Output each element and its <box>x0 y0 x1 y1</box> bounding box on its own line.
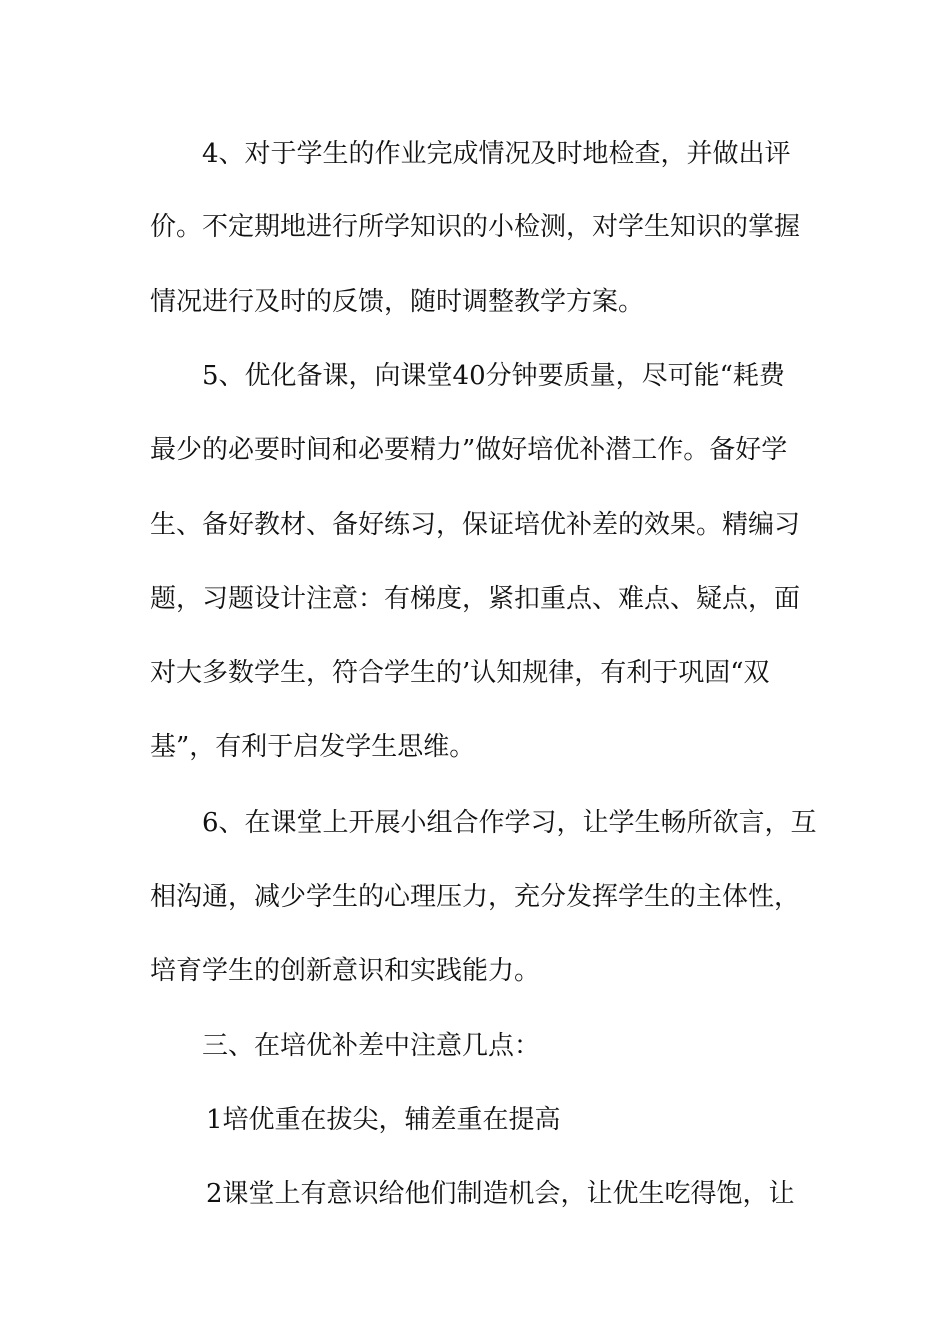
paragraph-5-line-1: 5、优化备课，向课堂40分钟要质量，尽可能“耗费 <box>202 361 785 391</box>
paragraph-5-line-6: 基”，有利于启发学生思维。 <box>150 732 476 762</box>
section-heading: 三、在培优补差中注意几点： <box>202 1031 541 1061</box>
paragraph-4-line-3: 情况进行及时的反馈，随时调整教学方案。 <box>150 287 645 317</box>
paragraph-5-line-3: 生、备好教材、备好练习，保证培优补差的效果。精编习 <box>150 510 801 540</box>
paragraph-5-line-2: 最少的必要时间和必要精力”做好培优补潜工作。备好学 <box>150 435 788 465</box>
paragraph-5-line-4: 题，习题设计注意：有梯度，紧扣重点、难点、疑点，面 <box>150 584 801 614</box>
paragraph-4-line-1: 4、对于学生的作业完成情况及时地检查，并做出评 <box>202 139 791 169</box>
paragraph-6-line-2: 相沟通，减少学生的心理压力，充分发挥学生的主体性， <box>150 882 801 912</box>
paragraph-4-line-2: 价。不定期地进行所学知识的小检测，对学生知识的掌握 <box>150 212 801 242</box>
list-item-1: 1培优重在拔尖，辅差重在提高 <box>206 1105 561 1135</box>
paragraph-5-line-5: 对大多数学生，符合学生的’认知规律，有利于巩固“双 <box>150 658 770 688</box>
list-item-2: 2课堂上有意识给他们制造机会，让优生吃得饱，让 <box>206 1179 795 1209</box>
paragraph-6-line-1: 6、在课堂上开展小组合作学习，让学生畅所欲言，互 <box>202 808 817 838</box>
paragraph-6-line-3: 培育学生的创新意识和实践能力。 <box>150 956 541 986</box>
